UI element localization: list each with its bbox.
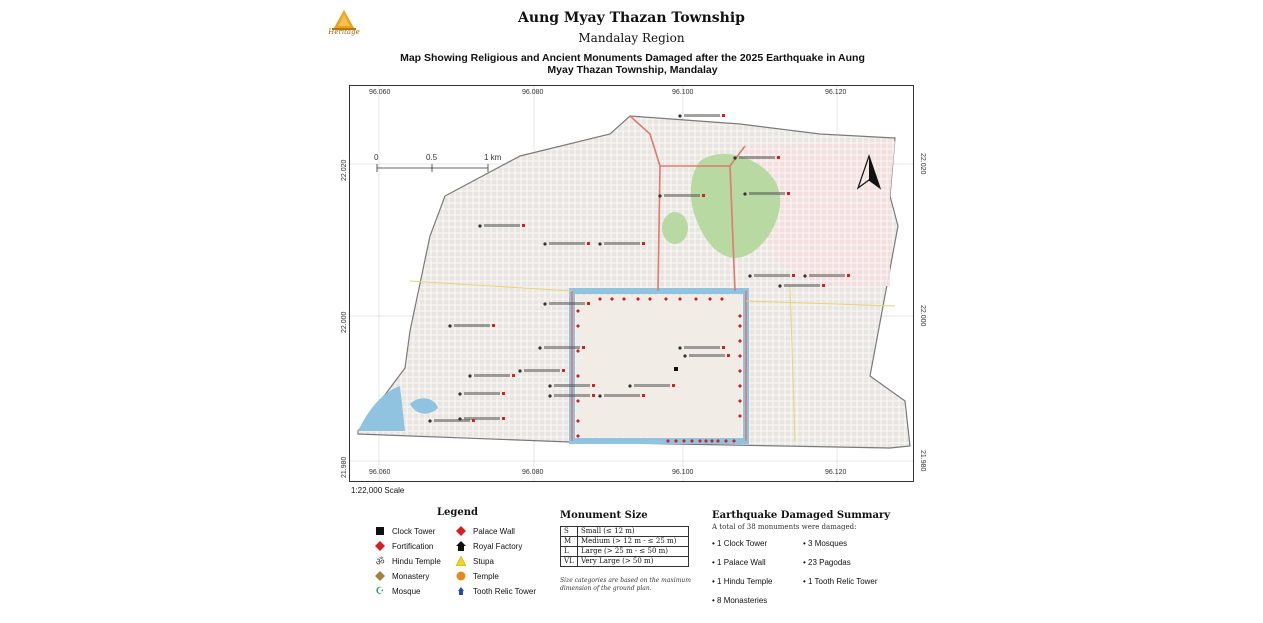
lon-tick-bottom-4: 96.120 (825, 469, 847, 476)
scale-label-half: 0.5 (426, 153, 438, 162)
monument-label-placeholder (689, 354, 725, 357)
map-title-line2: Myay Thazan Township, Mandalay (547, 64, 718, 76)
monument-label-placeholder (664, 194, 700, 197)
summary-item: • 3 Mosques (803, 539, 848, 548)
monument-marker[interactable] (468, 374, 471, 377)
monument-label-placeholder (549, 302, 585, 305)
lat-tick-right-2: 22.000 (919, 305, 926, 327)
lat-tick-right-1: 22.020 (919, 153, 926, 175)
size-code-marker (562, 369, 565, 372)
monument-marker[interactable] (683, 354, 686, 357)
monument-marker[interactable] (478, 224, 481, 227)
diamond-icon (374, 540, 386, 552)
monument-size-table (560, 526, 689, 567)
monument-size-note: Size categories are based on the maximum dimension of the ground plan. (560, 577, 691, 592)
size-code-marker (787, 192, 790, 195)
monument-label-placeholder (754, 274, 790, 277)
circle-icon (455, 570, 467, 582)
map-title-line1: Map Showing Religious and Ancient Monuments Damaged after the 2025 Earthquake in Aung (400, 52, 865, 64)
monument-marker[interactable] (733, 156, 736, 159)
map-canvas[interactable] (350, 86, 914, 482)
monument-marker[interactable] (548, 384, 551, 387)
summary-item: • 8 Monasteries (712, 596, 768, 605)
monument-marker[interactable] (518, 369, 521, 372)
scale-bar (377, 164, 488, 172)
om-icon: ॐ (375, 557, 385, 568)
monument-marker[interactable] (678, 346, 681, 349)
monument-label-placeholder (464, 417, 500, 420)
monument-label-placeholder (554, 384, 590, 387)
summary-intro: A total of 38 monuments were damaged: (712, 523, 857, 531)
legend-item-royal-factory: Royal Factory (455, 540, 522, 552)
size-code-marker (522, 224, 525, 227)
monument-label-placeholder (549, 242, 585, 245)
scale-label-0: 0 (374, 153, 379, 162)
size-code-marker (722, 346, 725, 349)
lon-tick-top-2: 96.080 (522, 89, 544, 96)
legend-item-temple: Temple (455, 570, 499, 582)
map-frame[interactable] (349, 85, 914, 482)
size-code-marker (702, 194, 705, 197)
lon-tick-top-1: 96.060 (369, 89, 391, 96)
size-code-marker (587, 242, 590, 245)
monument-label-placeholder (809, 274, 845, 277)
summary-item: • 1 Hindu Temple (712, 577, 773, 586)
monument-marker[interactable] (778, 284, 781, 287)
monument-marker[interactable] (678, 114, 681, 117)
size-code-marker (587, 302, 590, 305)
monument-label-placeholder (684, 346, 720, 349)
monument-label-placeholder (524, 369, 560, 372)
clock-tower-marker[interactable] (674, 367, 678, 371)
monument-marker[interactable] (628, 384, 631, 387)
square-icon (374, 525, 386, 537)
legend-item-stupa: Stupa (455, 555, 494, 567)
diamond-icon (455, 525, 467, 537)
lat-tick-right-3: 21.980 (919, 450, 926, 472)
size-code-marker (672, 384, 675, 387)
monument-marker[interactable] (598, 242, 601, 245)
monument-label-placeholder (634, 384, 670, 387)
legend-item-palace-wall: Palace Wall (455, 525, 515, 537)
summary-item: • 1 Palace Wall (712, 558, 766, 567)
lon-tick-bottom-3: 96.100 (672, 469, 694, 476)
size-code-marker (727, 354, 730, 357)
monument-label-placeholder (749, 192, 785, 195)
monument-marker[interactable] (803, 274, 806, 277)
summary-item: • 1 Tooth Relic Tower (803, 577, 878, 586)
crescent-icon: ☪ (375, 585, 385, 597)
legend-item-hindu-temple: ॐ Hindu Temple (375, 556, 441, 568)
legend-item-fortification: Fortification (374, 540, 433, 552)
summary-item: • 1 Clock Tower (712, 539, 768, 548)
monastery-icon (374, 570, 386, 582)
lat-tick-left-2: 22.000 (341, 311, 348, 333)
monument-marker[interactable] (458, 417, 461, 420)
monument-marker[interactable] (543, 242, 546, 245)
monument-label-placeholder (739, 156, 775, 159)
size-code-marker (777, 156, 780, 159)
size-code-marker (642, 242, 645, 245)
size-code-marker (592, 394, 595, 397)
size-code-marker (582, 346, 585, 349)
scale-label-1km: 1 km (484, 153, 502, 162)
size-code-marker (847, 274, 850, 277)
legend-item-tooth-relic-tower: Tooth Relic Tower (455, 585, 536, 597)
lat-tick-left-3: 21.980 (341, 456, 348, 478)
lon-tick-bottom-1: 96.060 (369, 469, 391, 476)
monument-marker[interactable] (598, 394, 601, 397)
monument-marker[interactable] (548, 394, 551, 397)
size-code-marker (592, 384, 595, 387)
page-subtitle: Mandalay Region (578, 31, 685, 45)
legend-item-clock-tower: Clock Tower (374, 525, 435, 537)
monument-marker[interactable] (658, 194, 661, 197)
size-code-marker (792, 274, 795, 277)
page-title: Aung Myay Thazan Township (518, 10, 745, 26)
size-code-marker (722, 114, 725, 117)
size-row: VL Very Large (> 50 m) (561, 557, 689, 567)
size-code-marker (502, 417, 505, 420)
monument-label-placeholder (454, 324, 490, 327)
monument-marker[interactable] (538, 346, 541, 349)
monument-label-placeholder (604, 394, 640, 397)
lat-tick-left-1: 22.020 (341, 159, 348, 181)
monument-label-placeholder (784, 284, 820, 287)
map-title (395, 52, 870, 76)
size-code-marker (492, 324, 495, 327)
monument-label-placeholder (544, 346, 580, 349)
lake-southwest (358, 386, 405, 431)
monument-label-placeholder (604, 242, 640, 245)
monument-label-placeholder (554, 394, 590, 397)
lon-tick-bottom-2: 96.080 (522, 469, 544, 476)
logo-text: Heritage (328, 28, 360, 36)
summary-item: • 23 Pagodas (803, 558, 851, 567)
palace-grounds (576, 295, 742, 437)
monument-marker[interactable] (543, 302, 546, 305)
monument-marker[interactable] (748, 274, 751, 277)
summary-title: Earthquake Damaged Summary (712, 510, 891, 521)
size-code-marker (822, 284, 825, 287)
size-code-marker (642, 394, 645, 397)
lon-tick-top-4: 96.120 (825, 89, 847, 96)
legend-title: Legend (437, 507, 479, 518)
legend-item-monastery: Monastery (374, 570, 429, 582)
monument-label-placeholder (484, 224, 520, 227)
scale-text: 1:22,000 Scale (351, 486, 405, 495)
lon-tick-top-3: 96.100 (672, 89, 694, 96)
monument-marker[interactable] (448, 324, 451, 327)
monument-label-placeholder (464, 392, 500, 395)
size-code-marker (512, 374, 515, 377)
monument-marker[interactable] (458, 392, 461, 395)
tower-icon (455, 585, 467, 597)
monument-marker[interactable] (428, 419, 431, 422)
size-row: M Medium (> 12 m - ≤ 25 m) (561, 537, 689, 547)
size-row: L Large (> 25 m - ≤ 50 m) (561, 547, 689, 557)
monument-label-placeholder (474, 374, 510, 377)
green-park (662, 212, 688, 244)
monument-size-title: Monument Size (560, 510, 648, 521)
monument-marker[interactable] (743, 192, 746, 195)
size-code-marker (502, 392, 505, 395)
house-icon (455, 540, 467, 552)
size-row: S Small (≤ 12 m) (561, 527, 689, 537)
legend-item-mosque: ☪ Mosque (375, 585, 421, 597)
monument-label-placeholder (684, 114, 720, 117)
triangle-icon (455, 555, 467, 567)
